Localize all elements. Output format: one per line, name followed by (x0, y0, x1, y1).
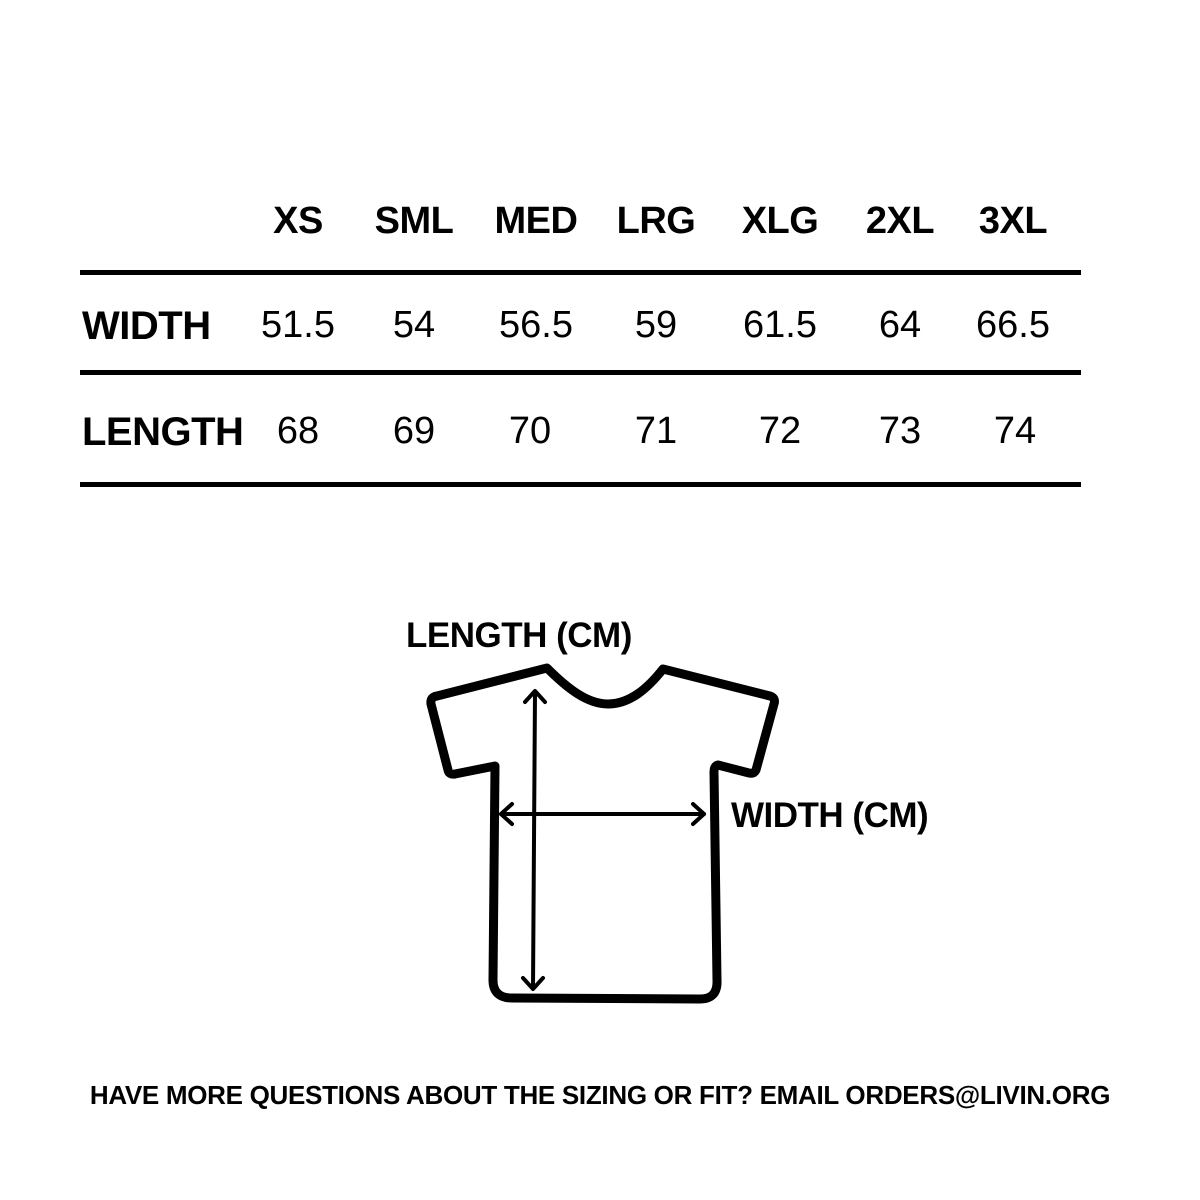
size-header-lrg: LRG (616, 200, 696, 242)
length-value-sml: 69 (392, 410, 436, 452)
width-value-2xl: 64 (878, 304, 922, 346)
size-header-3xl: 3XL (978, 200, 1048, 242)
size-header-row (80, 190, 1081, 270)
width-value-med: 56.5 (499, 304, 573, 346)
width-value-3xl: 66.5 (976, 304, 1050, 346)
length-value-xs: 68 (276, 410, 320, 452)
length-value-3xl: 74 (993, 410, 1037, 452)
width-arrow (501, 804, 704, 824)
length-value-xlg: 72 (758, 410, 802, 452)
width-value-xs: 51.5 (261, 304, 335, 346)
row-label-width: WIDTH (82, 304, 211, 348)
tshirt-outline (431, 668, 775, 999)
tshirt-icon (0, 600, 1200, 1030)
size-header-med: MED (494, 200, 578, 242)
size-header-xlg: XLG (741, 200, 819, 242)
sizing-contact-note: HAVE MORE QUESTIONS ABOUT THE SIZING OR FIT? EMAIL ORDERS@LIVIN.ORG (89, 1080, 1111, 1110)
measurement-diagram (0, 600, 1200, 1030)
size-chart-table (80, 190, 1081, 487)
width-value-lrg: 59 (634, 304, 678, 346)
size-header-sml: SML (374, 200, 454, 242)
size-header-xs: XS (273, 200, 323, 242)
width-cm-label: WIDTH (CM) (731, 796, 929, 835)
row-label-length: LENGTH (82, 410, 244, 454)
length-arrow (523, 691, 545, 989)
length-cm-label: LENGTH (CM) (406, 616, 632, 655)
width-value-sml: 54 (392, 304, 436, 346)
size-header-2xl: 2XL (865, 200, 935, 242)
length-value-med: 70 (508, 410, 552, 452)
length-value-lrg: 71 (634, 410, 678, 452)
length-value-2xl: 73 (878, 410, 922, 452)
length-row (80, 370, 1081, 487)
width-row (80, 270, 1081, 370)
width-value-xlg: 61.5 (743, 304, 817, 346)
